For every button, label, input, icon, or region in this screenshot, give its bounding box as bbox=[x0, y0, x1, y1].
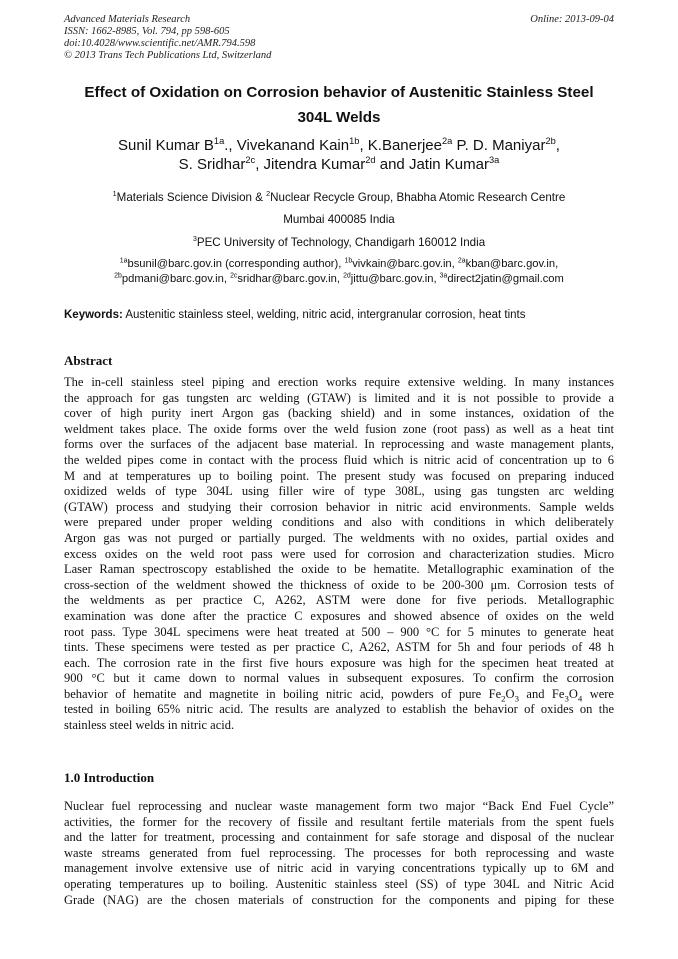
text-run: behavior of hematite and magnetite in boiling nitric acid, powders of pure Fe bbox=[64, 686, 502, 701]
abstract-line: oxidized welds of type 304L using filler wire of type 308L, using gas tungsten arc welding bbox=[64, 484, 614, 499]
author-sup: 1b bbox=[349, 136, 360, 146]
affiliation-1 bbox=[40, 190, 638, 205]
copyright: © 2013 Trans Tech Publications Ltd, Switzerland bbox=[64, 50, 272, 61]
intro-line: and the latter for treatment, processing and containment for safe storage and disposal of the nuclear bbox=[64, 830, 614, 845]
abstract-line: the welded pipes come in contact with the process fluid which is nitric acid of concentration up to 6 bbox=[64, 452, 614, 467]
author-name: Sunil Kumar B bbox=[118, 137, 214, 154]
email-sup: 2c bbox=[230, 272, 238, 280]
email-link[interactable]: vivkain@barc.gov.in, bbox=[352, 258, 458, 270]
text-run: and Fe bbox=[518, 686, 565, 701]
journal-header bbox=[64, 14, 614, 62]
intro-line: Nuclear fuel reprocessing and nuclear waste management form two major “Back End Fuel Cycle” bbox=[64, 799, 614, 813]
abstract-line: tested in boiling 65% nitric acid. The results are analyzed to establish the behavior of oxides on the bbox=[64, 702, 614, 717]
author-name: Vivekanand Kain bbox=[236, 137, 350, 154]
author-name: S. Sridhar bbox=[178, 156, 246, 173]
author-sep: , bbox=[555, 137, 560, 154]
subscript: 3 bbox=[514, 693, 519, 704]
email-link[interactable]: pdmani@barc.gov.in, bbox=[121, 273, 231, 285]
abstract-line: cross-section of the weldment showed the thickness of oxide to be 200-300 μm. Corrosion tests of bbox=[64, 577, 614, 592]
email-link[interactable]: sridhar@barc.gov.in, bbox=[237, 273, 344, 285]
email-link[interactable]: direct2jatin@gmail.com bbox=[447, 273, 564, 285]
email-sup: 3a bbox=[439, 272, 448, 280]
email-sup: 1b bbox=[344, 257, 353, 265]
doi: doi:10.4028/www.scientific.net/AMR.794.598 bbox=[64, 38, 256, 49]
subscript: 2 bbox=[501, 693, 506, 704]
abstract-line: examination was done after the practice C exposures and showed absence of oxides on the weld bbox=[64, 608, 614, 623]
author-line-1 bbox=[40, 136, 638, 155]
abstract-line: 900 °C but it came down to normal values in subsequent exposures. To confirm the corrosion bbox=[64, 671, 614, 686]
keywords-text: Austenitic stainless steel, welding, nitric acid, intergranular corrosion, heat tints bbox=[122, 309, 526, 321]
keywords bbox=[64, 308, 614, 322]
affil-sup: 2 bbox=[266, 189, 271, 199]
online-date: Online: 2013-09-04 bbox=[530, 14, 614, 25]
author-line-2 bbox=[40, 155, 638, 174]
affil-sup: 1 bbox=[112, 189, 117, 199]
text-run: were bbox=[582, 686, 614, 701]
title-line-1: Effect of Oxidation on Corrosion behavior of Austenitic Stainless Steel bbox=[84, 84, 594, 101]
abstract-line: M and at temperatures up to boiling point. The present study was focused on preparing induced bbox=[64, 468, 614, 483]
abstract-line: cover of high purity inert Argon gas (backing shield) and in some instances, oxidation of the bbox=[64, 406, 614, 421]
subscript: 4 bbox=[577, 693, 583, 704]
author-sup: 1a bbox=[213, 136, 225, 146]
email-line-1 bbox=[40, 257, 638, 272]
author-sup: 3a bbox=[488, 155, 500, 165]
author-sup: 2d bbox=[365, 155, 376, 165]
intro-line: operating temperatures up to boiling. Austenitic stainless steel (SS) of type 304L and Nitric Acid bbox=[64, 876, 614, 891]
introduction-heading: 1.0 Introduction bbox=[64, 770, 155, 785]
email-sup: 1a bbox=[119, 257, 128, 265]
affiliation-1-city: Mumbai 400085 India bbox=[283, 213, 395, 226]
author-name: and Jatin Kumar bbox=[375, 156, 489, 173]
affiliation-2 bbox=[40, 235, 638, 250]
affil-text: Materials Science Division & bbox=[116, 191, 267, 204]
abstract-line: the weldments as per practice C, A262, ASTM were done for five periods. Metallographic bbox=[64, 593, 614, 608]
intro-line: Grade (NAG) are the chosen materials of construction for the components and piping for these bbox=[64, 892, 614, 907]
introduction-body bbox=[64, 799, 614, 908]
intro-line: waste streams generated from fuel reprocessing. The processes for both reprocessing and waste bbox=[64, 845, 614, 860]
author-sep: ., bbox=[224, 137, 237, 154]
abstract-line: were prepared under proper welding conditions and also with conditions in which deliberately bbox=[64, 515, 614, 530]
affil-text: Nuclear Recycle Group, Bhabha Atomic Research Centre bbox=[270, 191, 566, 204]
author-sup: 2c bbox=[245, 155, 256, 165]
abstract-line: stainless steel welds in nitric acid. bbox=[64, 718, 235, 733]
author-name: , K.Banerjee bbox=[359, 137, 442, 154]
abstract-line-formula bbox=[64, 687, 614, 703]
email-link[interactable]: jittu@barc.gov.in, bbox=[350, 273, 440, 285]
email-sup: 2b bbox=[114, 272, 122, 280]
journal-name: Advanced Materials Research bbox=[64, 14, 191, 25]
abstract-line: excess oxides on the weld root pass were used for corrosion and characterization studies. Micro bbox=[64, 546, 614, 561]
email-line-2 bbox=[40, 272, 638, 287]
title-line-2: 304L Welds bbox=[297, 109, 381, 126]
email-link[interactable]: bsunil@barc.gov.in (corresponding author), bbox=[127, 258, 345, 270]
abstract-line: weldment takes place. The oxide forms over the weld fusion zone (root pass) as well as a heat tint bbox=[64, 421, 614, 436]
intro-line: activities, the former for the recovery of fissile and resultant fertile materials from the spent fuels bbox=[64, 814, 614, 829]
author-list bbox=[40, 136, 638, 174]
abstract-line: forms over the surfaces of the adjacent base material. In reprocessing and waste management plants, bbox=[64, 437, 614, 452]
subscript: 3 bbox=[564, 693, 569, 704]
abstract-line: (GTAW) process and studying their corrosion behavior in nitric acid environments. Sample welds bbox=[64, 499, 614, 514]
author-name: , Jitendra Kumar bbox=[255, 156, 366, 173]
abstract-line: tints. These specimens were tested as per practice C, A262, ASTM for 5h and four periods of 48 h bbox=[64, 640, 614, 655]
email-sup: 2d bbox=[343, 272, 351, 280]
abstract-line: The in-cell stainless steel piping and erection works require extensive welding. In many instances bbox=[64, 375, 614, 389]
abstract-line: Laser Raman spectroscopy established the oxide to be hematite. Metallographic examination of the bbox=[64, 562, 614, 577]
abstract-heading: Abstract bbox=[64, 353, 113, 368]
author-emails bbox=[40, 257, 638, 287]
issn: ISSN: 1662-8985, Vol. 794, pp 598-605 bbox=[64, 26, 230, 37]
abstract-line: root pass. Type 304L specimens were heat treated at 500 – 900 °C for 5 minutes to generate heat bbox=[64, 624, 614, 639]
abstract-line: Argon gas was not purged or partially purged. The weldments with no oxides, partial oxides and bbox=[64, 530, 614, 545]
text-run: O bbox=[568, 686, 578, 701]
intro-line: management involve extensive use of nitric acid in varying concentrations typically up to 6M and bbox=[64, 861, 614, 876]
affil-text: PEC University of Technology, Chandigarh 160012 India bbox=[196, 236, 486, 249]
email-sup: 2a bbox=[457, 257, 466, 265]
abstract-line: the approach for gas tungsten arc welding (GTAW) is limited and it is not possible to provide a bbox=[64, 390, 614, 405]
author-name: P. D. Maniyar bbox=[452, 137, 546, 154]
abstract-body bbox=[64, 375, 614, 734]
text-run: O bbox=[505, 686, 515, 701]
author-sup: 2a bbox=[442, 136, 453, 146]
paper-title bbox=[50, 80, 628, 130]
affil-sup: 3 bbox=[192, 234, 197, 244]
email-link[interactable]: kban@barc.gov.in, bbox=[465, 258, 559, 270]
abstract-line: each. The corrosion rate in the first five hours exposure was high for the specimen heat treated at bbox=[64, 655, 614, 670]
keywords-label: Keywords: bbox=[64, 309, 123, 321]
author-sup: 2b bbox=[545, 136, 556, 146]
